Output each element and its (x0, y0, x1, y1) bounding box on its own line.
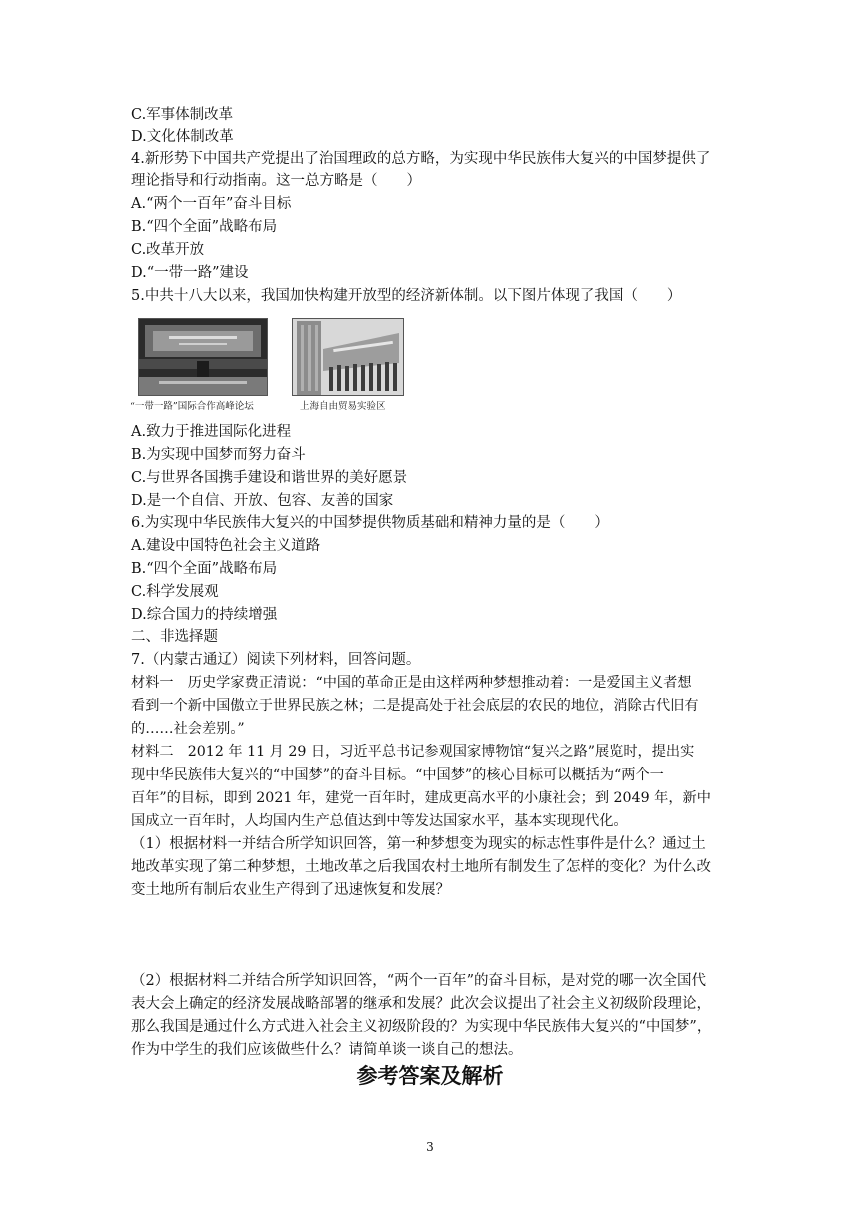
q5-stem: 5.中共十八大以来，我国加快构建开放型的经济新体制。以下图片体现了我国（ ） (131, 288, 682, 304)
q7-sub1-line: （1）根据材料一并结合所学知识回答，第一种梦想变为现实的标志性事件是什么？通过土 (131, 836, 706, 852)
q4-option-b: B.“四个全面”战略布局 (131, 219, 278, 235)
material1-line: 看到一个新中国傲立于世界民族之林；二是提高处于社会底层的农民的地位，消除古代旧有 (131, 698, 699, 714)
q7-sub2-line: 那么我国是通过什么方式进入社会主义初级阶段的？为实现中华民族伟大复兴的“中国梦”， (131, 1019, 712, 1035)
q4-stem-line1: 4.新形势下中国共产党提出了治国理政的总方略，为实现中华民族伟大复兴的中国梦提供了 (131, 151, 711, 167)
q6-option-c: C.科学发展观 (131, 584, 219, 600)
q5-option-a: A.致力于推进国际化进程 (131, 424, 292, 440)
q4-stem-line2: 理论指导和行动指南。这一总方略是（ ） (131, 173, 421, 189)
answers-title: 参考答案及解析 (356, 1064, 504, 1088)
page-number: 3 (426, 1140, 434, 1154)
q7-sub1-line: 地改革实现了第二种梦想，土地改革之后我国农村土地所有制发生了怎样的变化？为什么改 (131, 859, 711, 875)
q7-sub2-line: （2）根据材料二并结合所学知识回答，“两个一百年”的奋斗目标，是对党的哪一次全国代 (131, 973, 707, 989)
material2-line: 现中华民族伟大复兴的“中国梦”的奋斗目标。“中国梦”的核心目标可以概括为“两个一 (131, 767, 664, 783)
material2-line: 国成立一百年时，人均国内生产总值达到中等发达国家水平，基本实现现代化。 (131, 813, 628, 829)
caption-left: “一带一路”国际合作高峰论坛 (130, 401, 254, 412)
q7-stem: 7.（内蒙古通辽）阅读下列材料，回答问题。 (131, 652, 421, 668)
q3-option-c: C.军事体制改革 (131, 107, 234, 123)
material1-line: 的……社会差别。” (131, 721, 245, 737)
q6-option-b: B.“四个全面”战略布局 (131, 561, 278, 577)
q4-option-a: A.“两个一百年”奋斗目标 (131, 196, 292, 212)
q6-option-d: D.综合国力的持续增强 (131, 607, 278, 623)
q6-stem: 6.为实现中华民族伟大复兴的中国梦提供物质基础和精神力量的是（ ） (131, 515, 609, 531)
q4-option-c: C.改革开放 (131, 242, 205, 258)
q5-option-d: D.是一个自信、开放、包容、友善的国家 (131, 493, 394, 509)
q3-option-d: D.文化体制改革 (131, 129, 234, 145)
material2-line: 百年”的目标，即到 2021 年，建党一百年时，建成更高水平的小康社会；到 2049 年，新中 (131, 790, 711, 806)
shanghai-ftz-photo (292, 318, 404, 396)
material2-line: 材料二 2012 年 11 月 29 日，习近平总书记参观国家博物馆“复兴之路”展览时，提出实 (131, 744, 695, 760)
q6-option-a: A.建设中国特色社会主义道路 (131, 538, 321, 554)
section2-title: 二、非选择题 (131, 629, 218, 645)
q7-sub1-line: 变土地所有制后农业生产得到了迅速恢复和发展？ (131, 882, 450, 898)
caption-right: 上海自由贸易实验区 (300, 401, 386, 412)
material1-line: 材料一 历史学家费正清说：“中国的革命正是由这样两种梦想推动着：一是爱国主义者想 (131, 675, 692, 691)
belt-and-road-forum-photo (138, 318, 268, 396)
q5-option-c: C.与世界各国携手建设和谐世界的美好愿景 (131, 470, 408, 486)
q7-sub2-line: 作为中学生的我们应该做些什么？请简单谈一谈自己的想法。 (131, 1042, 523, 1058)
q7-sub2-line: 表大会上确定的经济发展战略部署的继承和发展？此次会议提出了社会主义初级阶段理论， (131, 996, 711, 1012)
q4-option-d: D.“一带一路”建设 (131, 265, 249, 281)
q5-option-b: B.为实现中国梦而努力奋斗 (131, 447, 306, 463)
